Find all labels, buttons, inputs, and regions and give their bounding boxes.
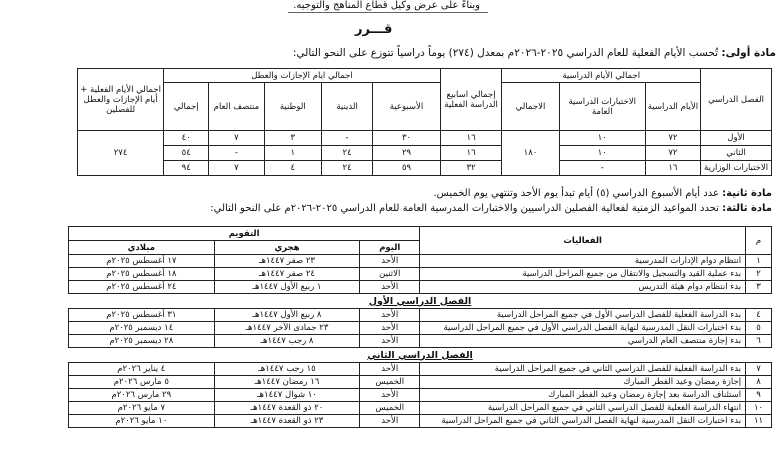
cell-day: الأحد xyxy=(360,309,420,322)
cell: ٥٩ xyxy=(373,161,441,176)
article2-label: مادة ثانية: xyxy=(722,188,772,199)
th-num: م xyxy=(746,227,772,255)
cell-num: ٧ xyxy=(746,363,772,376)
cell: ٣٠ xyxy=(373,131,441,146)
cell: ١٦ xyxy=(645,161,700,176)
cell-day: الأحد xyxy=(360,281,420,294)
cell: ٣ xyxy=(264,131,321,146)
th-national: الوطنية xyxy=(264,83,321,131)
cell-hijri: ٨ ربيع الأول ١٤٤٧هـ xyxy=(214,309,360,322)
article3-text: تحدد المواعيد الزمنية لفعالية الفصلين الدراسيين والاختبارات المدرسية العامة للعام الدراسي ٢٠٢٥-٢٠٢٦م على النحو التالي: xyxy=(210,203,719,214)
cell-activity: انتهاء الدراسة الفعلية للفصل الدراسي الثاني في جميع المراحل الدراسية xyxy=(420,402,746,415)
cell-greg: ٧ مايو ٢٠٢٦م xyxy=(69,402,215,415)
table-row xyxy=(69,255,772,268)
cell-greg: ٢٨ ديسمبر ٢٠٢٥م xyxy=(69,335,215,348)
cell-day: الأحد xyxy=(360,389,420,402)
cell: ١٦ xyxy=(440,131,501,146)
article2-text: عدد أيام الأسبوع الدراسي (٥) أيام تبدأ يوم الأحد وتنتهي يوم الخميس. xyxy=(433,188,719,199)
article3 xyxy=(210,203,772,214)
cell-activity: بدء إجازة منتصف العام الدراسي xyxy=(420,335,746,348)
cell-num: ١٠ xyxy=(746,402,772,415)
table-row xyxy=(69,309,772,322)
cell-activity: بدء انتظام دوام هيئة التدريس xyxy=(420,281,746,294)
article1-text: تُحسب الأيام الفعلية للعام الدراسي ٢٠٢٥-٢٠٢٦م بمعدل (٢٧٤) يوماً دراسياً تتوزع على النحو التالي: xyxy=(292,47,719,59)
cell: - xyxy=(321,131,372,146)
table-row xyxy=(69,402,772,415)
cell-num: ٩ xyxy=(746,389,772,402)
cell-num: ١ xyxy=(746,255,772,268)
th-weeks: إجمالي اسابيع الدراسة الفعلية xyxy=(440,69,501,131)
cell: ٧٢ xyxy=(645,146,700,161)
cell-day: الأحد xyxy=(360,335,420,348)
cell-hijri: ١ ربيع الأول ١٤٤٧هـ xyxy=(214,281,360,294)
cell-activity: بدء الدراسة الفعلية للفصل الدراسي الثاني في جميع المراحل الدراسية xyxy=(420,363,746,376)
cell-hijri: ٢٣ جمادى الآخر ١٤٤٧هـ xyxy=(214,322,360,335)
cell-greg: ٥ مارس ٢٠٢٦م xyxy=(69,376,215,389)
cell-greg: ٢٤ أغسطس ٢٠٢٥م xyxy=(69,281,215,294)
cell-hijri: ٢٣ ذو القعدة ١٤٤٧هـ xyxy=(214,415,360,428)
cell: ٢٤ xyxy=(321,146,372,161)
cell-greg: ٤ يناير ٢٠٢٦م xyxy=(69,363,215,376)
cell-num: ٤ xyxy=(746,309,772,322)
th-general-exams: الاختبارات الدراسية العامة xyxy=(559,83,645,131)
cell: ٧٢ xyxy=(645,131,700,146)
table-row xyxy=(69,335,772,348)
cell-activity: إجازة رمضان وعيد الفطر المبارك xyxy=(420,376,746,389)
cell-hijri: ١٠ شوال ١٤٤٧هـ xyxy=(214,389,360,402)
th-study-days-group: اجمالي الأيام الدراسية xyxy=(502,69,701,83)
cell-day: الأحد xyxy=(360,363,420,376)
cell-day: الأحد xyxy=(360,322,420,335)
cell: الاختبارات الوزارية xyxy=(701,161,772,176)
cell: ٤٠ xyxy=(164,131,209,146)
th-activities: الفعاليات xyxy=(420,227,746,255)
cell-hijri: ٢٠ ذو القعدة ١٤٤٧هـ xyxy=(214,402,360,415)
cell-day: الاثنين xyxy=(360,268,420,281)
cell-num: ٥ xyxy=(746,322,772,335)
th-weekly: الأسبوعية xyxy=(373,83,441,131)
th-day: اليوم xyxy=(360,241,420,255)
cell-greg: ١٨ أغسطس ٢٠٢٥م xyxy=(69,268,215,281)
section-second-semester: الفصل الدراسي الثاني xyxy=(69,348,772,363)
cell: ٢٩ xyxy=(373,146,441,161)
cell-greg: ١٧ أغسطس ٢٠٢٥م xyxy=(69,255,215,268)
cell: ١٠ xyxy=(559,146,645,161)
th-holidays-total: إجمالي xyxy=(164,83,209,131)
cell: ٥٤ xyxy=(164,146,209,161)
cell: ٢٤ xyxy=(321,161,372,176)
article2 xyxy=(433,188,772,199)
cell-greg: ١٠ مايو ٢٠٢٦م xyxy=(69,415,215,428)
cell: ٤ xyxy=(264,161,321,176)
th-hijri: هجري xyxy=(214,241,360,255)
cell: ٣٢ xyxy=(440,161,501,176)
th-total: الاجمالي xyxy=(502,83,559,131)
cell-hijri: ١٦ رمضان ١٤٤٧هـ xyxy=(214,376,360,389)
th-calendar: التقويم xyxy=(69,227,420,241)
cell-day: الأحد xyxy=(360,255,420,268)
table-row xyxy=(69,376,772,389)
cell-num: ٨ xyxy=(746,376,772,389)
cell-activity: بدء اختبارات النقل المدرسية لنهاية الفصل الدراسي الثاني في جميع المراحل الدراسية xyxy=(420,415,746,428)
cell: الأول xyxy=(701,131,772,146)
cell-activity: بدء عملية القيد والتسجيل والانتقال من جميع المراحل الدراسية xyxy=(420,268,746,281)
cell: ٩٤ xyxy=(164,161,209,176)
cell-num: ٦ xyxy=(746,335,772,348)
cell-hijri: ٢٣ صفر ١٤٤٧هـ xyxy=(214,255,360,268)
divider xyxy=(288,12,488,13)
cell: ١٦ xyxy=(440,146,501,161)
cell-greg: ٣١ أغسطس ٢٠٢٥م xyxy=(69,309,215,322)
cell-num: ١١ xyxy=(746,415,772,428)
table-row xyxy=(69,415,772,428)
cell-activity: بدء اختبارات النقل المدرسية لنهاية الفصل الدراسي الأول في جميع المراحل الدراسية xyxy=(420,322,746,335)
schedule-table xyxy=(68,226,772,428)
th-gregorian: ميلادي xyxy=(69,241,215,255)
cell-grand-all: ٢٧٤ xyxy=(78,131,164,176)
cell-activity: انتظام دوام الإدارات المدرسية xyxy=(420,255,746,268)
article3-label: مادة ثالثة: xyxy=(722,203,772,214)
cell: - xyxy=(209,146,264,161)
header-line: وبناءً على عرض وكيل قطاع المناهج والتوجيه. xyxy=(293,0,480,11)
article1 xyxy=(293,47,776,59)
cell-num: ٢ xyxy=(746,268,772,281)
th-midyear: منتصف العام xyxy=(209,83,264,131)
article1-label: مادة أولى: xyxy=(721,47,776,59)
th-religious: الدينية xyxy=(321,83,372,131)
cell-activity: استئناف الدراسة بعد إجازة رمضان وعيد الفطر المبارك xyxy=(420,389,746,402)
table-row xyxy=(69,281,772,294)
days-table xyxy=(77,68,772,176)
cell-day: الخميس xyxy=(360,402,420,415)
cell: ٧ xyxy=(209,131,264,146)
th-study-days: الأيام الدراسية xyxy=(645,83,700,131)
th-semester: الفصل الدراسي xyxy=(701,69,772,131)
table-row xyxy=(69,363,772,376)
cell-activity: بدء الدراسة الفعلية للفصل الدراسي الأول في جميع المراحل الدراسية xyxy=(420,309,746,322)
cell: ٧ xyxy=(209,161,264,176)
th-holidays-group: اجمالي ايام الإجازات والعطل xyxy=(164,69,441,83)
cell-hijri: ٨ رجب ١٤٤٧هـ xyxy=(214,335,360,348)
cell: الثاني xyxy=(701,146,772,161)
cell: ١٠ xyxy=(559,131,645,146)
cell: - xyxy=(559,161,645,176)
th-grand: اجمالي الأيام الفعلية + أيام الإجازات والعطل للفصلين xyxy=(78,69,164,131)
cell: ١ xyxy=(264,146,321,161)
cell-greg: ١٤ ديسمبر ٢٠٢٥م xyxy=(69,322,215,335)
cell-day: الأحد xyxy=(360,415,420,428)
cell-greg: ٢٩ مارس ٢٠٢٦م xyxy=(69,389,215,402)
cell-grand-days: ١٨٠ xyxy=(502,131,559,176)
table-row xyxy=(69,322,772,335)
section-first-semester: الفصل الدراسي الأول xyxy=(69,294,772,309)
decision-title: قـــرر xyxy=(355,22,393,37)
table-row xyxy=(69,268,772,281)
cell-hijri: ٢٤ صفر ١٤٤٧هـ xyxy=(214,268,360,281)
cell-day: الخميس xyxy=(360,376,420,389)
table-row xyxy=(69,389,772,402)
cell-num: ٣ xyxy=(746,281,772,294)
cell-hijri: ١٥ رجب ١٤٤٧هـ xyxy=(214,363,360,376)
